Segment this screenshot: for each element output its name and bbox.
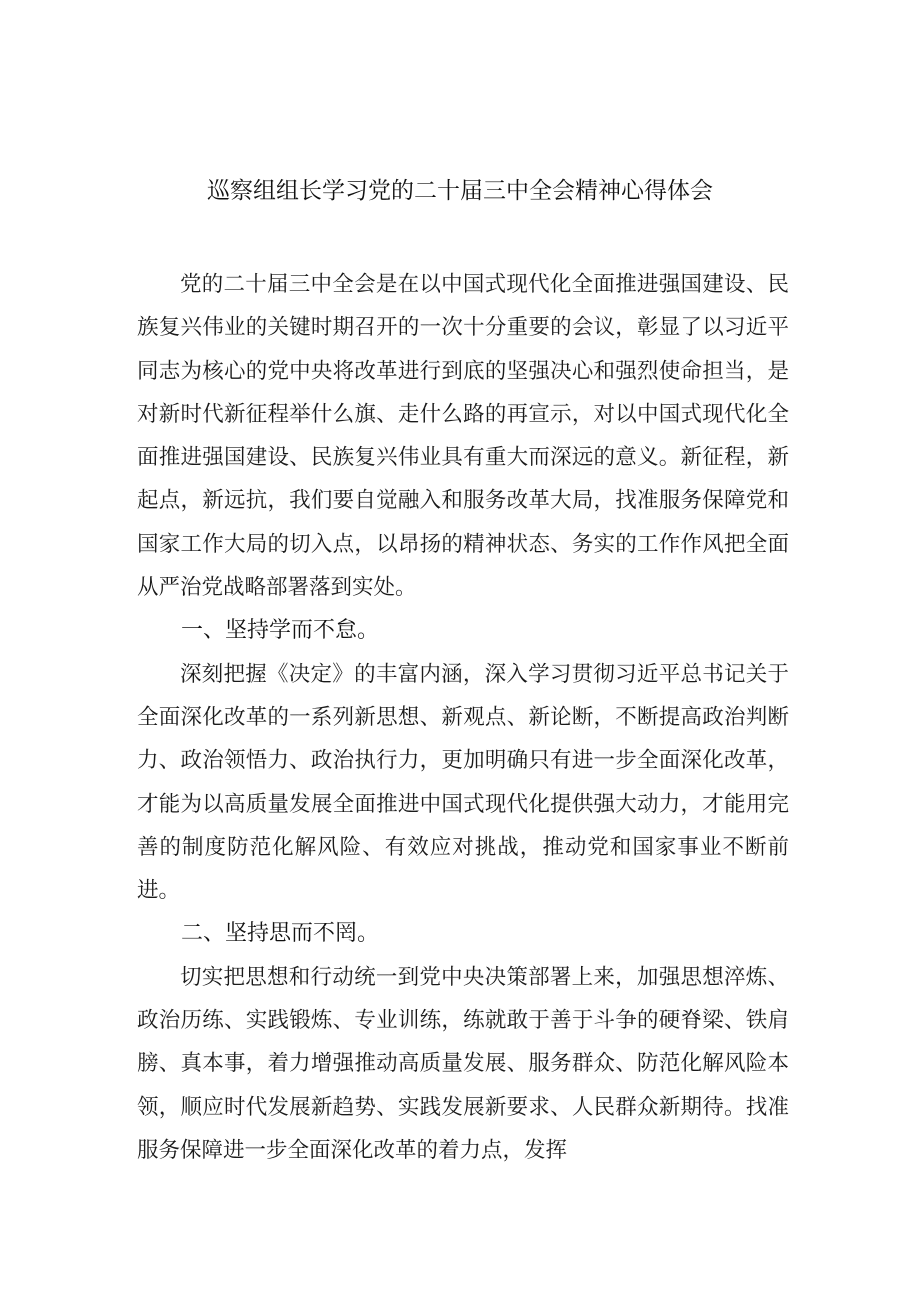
document-title: 巡察组组长学习党的二十届三中全会精神心得体会 <box>207 178 713 204</box>
section-paragraph-1: 深刻把握《决定》的丰富内涵，深入学习贯彻习近平总书记关于全面深化改革的一系列新思想、新观点、新论断，不断提高政治判断力、政治领悟力、政治执行力，更加明确只有进一步全面深化改革，才能为以高质量发展全面推进中国式现代化提供强大动力，才能用完善的制度防范化解风险、有效应对挑战，推动党和国家事业不断前进。 <box>137 661 789 904</box>
section-heading-2: 二、坚持思而不罔。 <box>181 921 380 947</box>
document-body <box>137 263 789 1172</box>
section-heading-1: 一、坚持学而不怠。 <box>181 618 380 644</box>
intro-paragraph: 党的二十届三中全会是在以中国式现代化全面推进强国建设、民族复兴伟业的关键时期召开的一次十分重要的会议，彰显了以习近平同志为核心的党中央将改革进行到底的坚强决心和强烈使命担当，是对新时代新征程举什么旗、走什么路的再宣示，对以中国式现代化全面推进强国建设、民族复兴伟业具有重大而深远的意义。新征程，新起点，新远抗，我们要自觉融入和服务改革大局，找准服务保障党和国家工作大局的切入点，以昂扬的精神状态、务实的工作作风把全面从严治党战略部署落到实处。 <box>137 272 789 601</box>
section-paragraph-2: 切实把思想和行动统一到党中央决策部署上来，加强思想淬炼、政治历练、实践锻炼、专业训练，练就敢于善于斗争的硬脊梁、铁肩膀、真本事，着力增强推动高质量发展、服务群众、防范化解风险本领，顺应时代发展新趋势、实践发展新要求、人民群众新期待。找准服务保障进一步全面深化改革的着力点，发挥 <box>137 964 789 1163</box>
